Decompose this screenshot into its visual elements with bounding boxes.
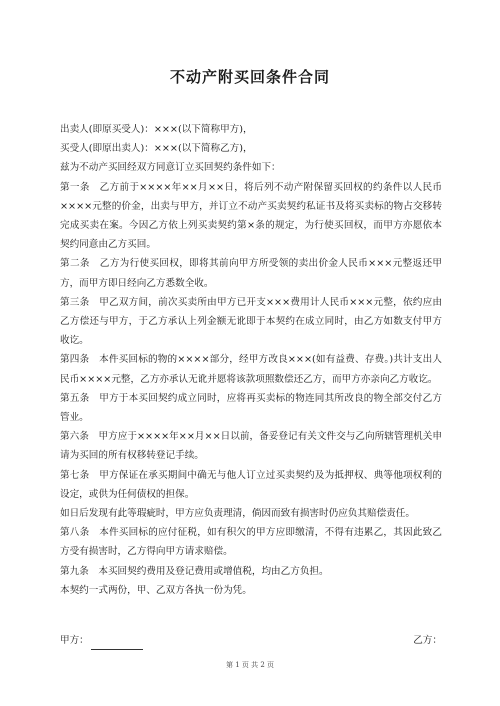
clause-4: 第四条 本件买回标的物的××××部分，经甲方改良×××(如有益费、存费。)共计支出人民币××××元整，乙方亦承认无讹并愿将该款项照数偿还乙方，而甲方亦亲向乙方收讫。 (60, 354, 442, 385)
paragraph-copies: 本契约一式两份，甲、乙双方各执一份为凭。 (60, 584, 252, 596)
clause-9: 第九条 本买回契约费用及登记费用或增值税，均由乙方负担。 (60, 565, 329, 577)
clause-6: 第六条 甲方应于××××年××月××日以前，备妥登记有关文件交与乙向所辖管理机关申请为买回的所有权移转登记手续。 (60, 431, 442, 462)
signature-row (60, 632, 442, 650)
clause-7-note: 如日后发现有此等瑕疵时，甲方应负责理清，倘因而致有损害时仍应负其赔偿责任。 (60, 508, 415, 520)
party-a-signature (60, 632, 143, 650)
document-title: 不动产附买回条件合同 (169, 68, 330, 86)
page-number: 第 1 页 共 2 页 (225, 661, 275, 669)
party-b-label: 乙方： (413, 635, 442, 646)
paragraph-seller: 出卖人(即原买受人)：×××(以下简称甲方)， (60, 124, 253, 135)
clause-3: 第三条 甲乙双方间，前次买卖所由甲方已开支×××费用计人民币×××元整，依约应由乙方偿还与甲方，于乙方承认上列金额无讹即于本契约在成立同时，由乙方如数支付甲方收讫。 (60, 296, 442, 347)
clause-2: 第二条 乙方为行使买回权，即将其前向甲方所受领的卖出价金人民币×××元整返还甲方，而甲方即日经向乙方悉数全收。 (60, 258, 442, 289)
clause-8: 第八条 本件买回标的应付征税，如有积欠的甲方应即缴清，不得有违累乙，其因此致乙方受有损害时，乙方得向甲方请求赔偿。 (60, 527, 442, 558)
clause-7: 第七条 甲方保证在承买期间中确无与他人订立过买卖契约及为抵押权、典等他项权利的设定，或供为任何债权的担保。 (60, 469, 442, 500)
contract-body (60, 120, 442, 600)
party-a-label: 甲方： (60, 635, 89, 646)
paragraph-preamble: 兹为不动产买回经双方同意订立买回契约条件如下： (60, 162, 281, 174)
paragraph-buyer: 买受人(即原出卖人)：×××(以下简称乙方)， (60, 143, 253, 155)
clause-5: 第五条 甲方于本买回契约成立同时，应将再买卖标的物连同其所改良的物全部交付乙方管业。 (60, 392, 442, 424)
clause-1: 第一条 乙方前于××××年××月××日，将后列不动产附保留买回权的约条件以人民币××××元整的价金，出卖与甲方，并订立不动产买卖契约私证书及将买卖标的物占交移转完成买卖在案。今因乙方依上列买卖契约第×条的规定，为行使买回权，而甲方亦愿依本契约同意由乙方买回。 (60, 181, 442, 251)
party-a-blank (91, 638, 143, 650)
